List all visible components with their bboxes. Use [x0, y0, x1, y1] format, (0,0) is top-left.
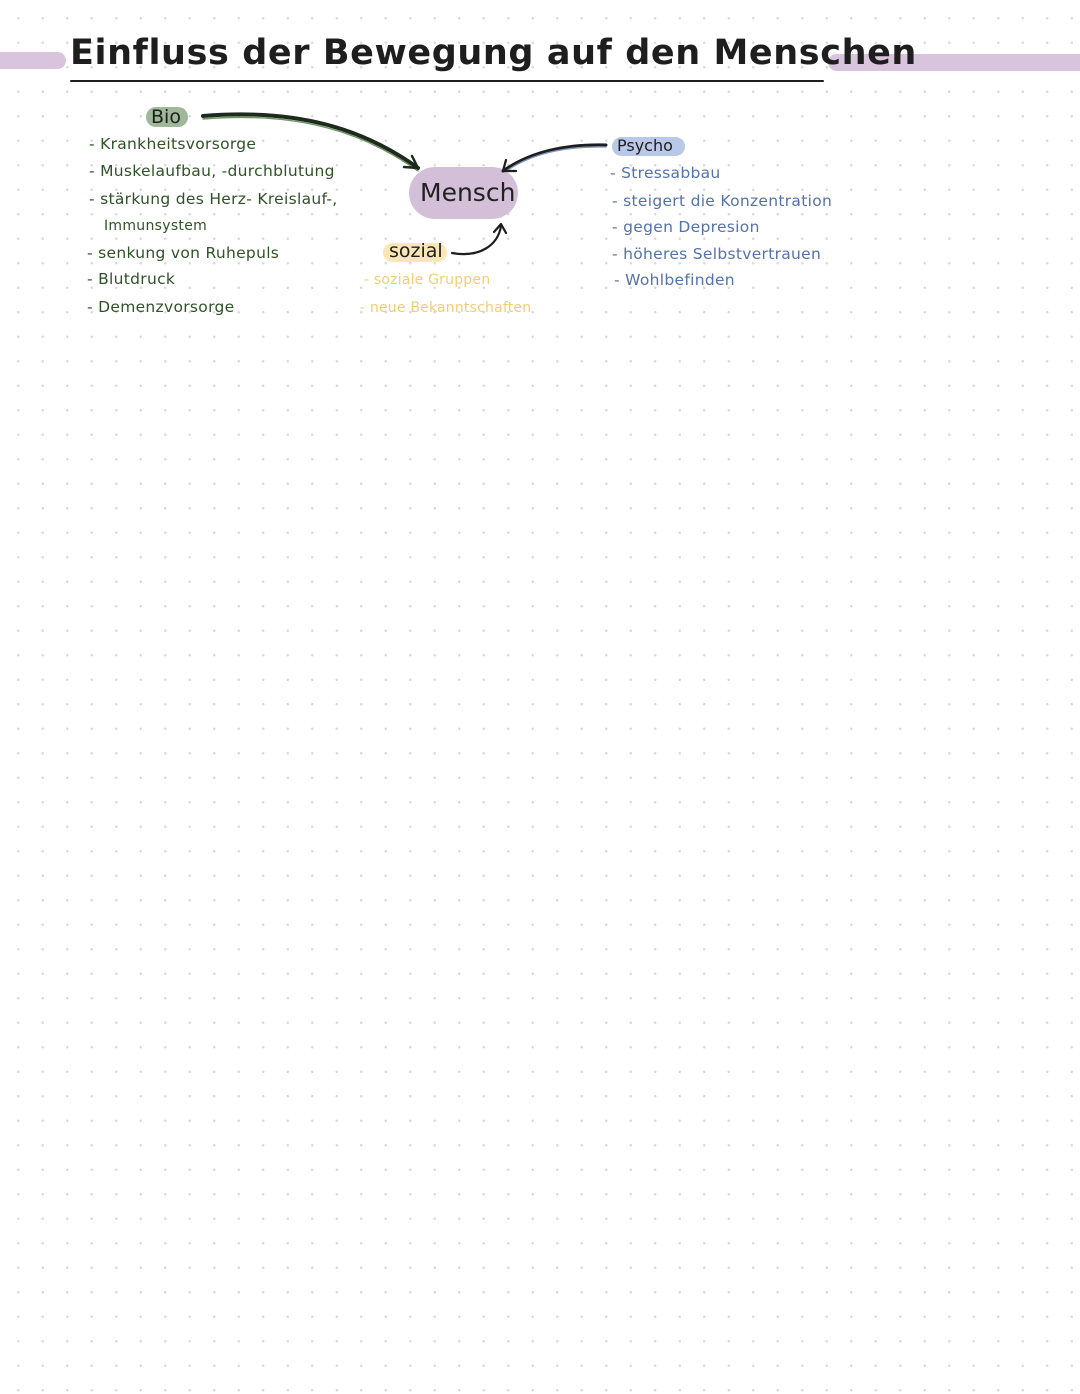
list-item: - Wohlbefinden	[614, 271, 735, 289]
list-item: - Krankheitsvorsorge	[89, 135, 257, 153]
list-item: - Muskelaufbau, -durchblutung	[89, 162, 335, 180]
list-item: - neue Bekanntschaften	[360, 300, 532, 316]
list-item: - stärkung des Herz- Kreislauf-,	[89, 190, 338, 208]
psycho-label: Psycho	[617, 136, 673, 155]
psycho-arrow	[503, 145, 606, 171]
sozial-arrow	[452, 226, 501, 254]
list-item: - Demenzvorsorge	[87, 298, 235, 316]
list-item: - höheres Selbstvertrauen	[612, 245, 822, 263]
list-item: - soziale Gruppen	[364, 272, 491, 288]
page-title: Einfluss der Bewegung auf den Menschen	[70, 33, 917, 73]
list-item: Immunsystem	[104, 218, 208, 234]
list-item: - gegen Depresion	[612, 218, 760, 236]
sozial-label: sozial	[389, 240, 443, 262]
center-label: Mensch	[420, 178, 516, 207]
list-item: - Stressabbau	[610, 164, 721, 182]
list-item: - senkung von Ruhepuls	[87, 244, 280, 262]
list-item: - steigert die Konzentration	[612, 192, 833, 210]
list-item: - Blutdruck	[87, 270, 176, 288]
bio-label: Bio	[151, 106, 181, 128]
